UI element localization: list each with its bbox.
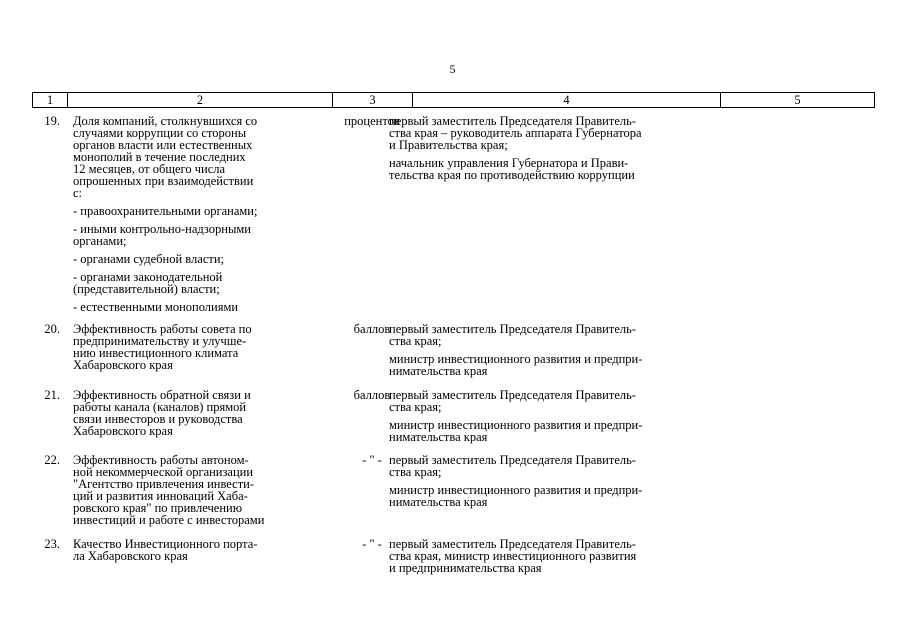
text-line: (представительной) власти; bbox=[73, 282, 220, 296]
text-line: Качество Инвестиционного порта- bbox=[73, 537, 258, 551]
indicator-name bbox=[73, 389, 333, 437]
list-item bbox=[73, 205, 333, 217]
indicator-name bbox=[73, 454, 333, 526]
header-col-1: 1 bbox=[33, 93, 68, 107]
text-line: "Агентство привлечения инвести- bbox=[73, 477, 255, 491]
text-line: ства края; bbox=[389, 465, 442, 479]
list-item bbox=[73, 223, 333, 247]
text-line: первый заместитель Председателя Правитель- bbox=[389, 537, 636, 551]
unit-of-measure: - " - bbox=[362, 453, 382, 467]
unit-of-measure: баллов bbox=[353, 388, 391, 402]
header-col-5: 5 bbox=[794, 93, 801, 107]
text-line: министр инвестиционного развития и предпри- bbox=[389, 483, 643, 497]
text-line: Эффективность обратной связи и bbox=[73, 388, 251, 402]
list-item bbox=[73, 301, 333, 313]
responsible-paragraph bbox=[389, 157, 704, 181]
text-line: нимательства края bbox=[389, 495, 488, 509]
text-line: нимательства края bbox=[389, 364, 488, 378]
row-number: 20. bbox=[44, 322, 60, 336]
text-line: ций и развития инноваций Хаба- bbox=[73, 489, 248, 503]
text-line: тельства края по противодействию коррупции bbox=[389, 168, 635, 182]
row-number: 19. bbox=[44, 114, 60, 128]
text-line: министр инвестиционного развития и предпри- bbox=[389, 352, 643, 366]
responsible-officials bbox=[389, 454, 704, 514]
header-col-2: 2 bbox=[68, 93, 333, 107]
text-line: - правоохранительными органами; bbox=[73, 204, 258, 218]
unit-of-measure: - " - bbox=[362, 537, 382, 551]
responsible-paragraph bbox=[389, 389, 704, 413]
text-line: ла Хабаровского края bbox=[73, 549, 188, 563]
row-number: 23. bbox=[44, 537, 60, 551]
text-line: с: bbox=[73, 186, 83, 200]
text-line: министр инвестиционного развития и предпри- bbox=[389, 418, 643, 432]
text-line: ной некоммерческой организации bbox=[73, 465, 254, 479]
text-line: и Правительства края; bbox=[389, 138, 508, 152]
text-line: первый заместитель Председателя Правитель- bbox=[389, 322, 636, 336]
responsible-officials bbox=[389, 389, 704, 449]
responsible-officials bbox=[389, 538, 704, 580]
list-item bbox=[73, 253, 333, 265]
text-line: работы канала (каналов) прямой bbox=[73, 400, 247, 414]
text-line: - органами законодательной bbox=[73, 270, 223, 284]
text-line: - естественными монополиями bbox=[73, 300, 239, 314]
unit-of-measure: процентов bbox=[344, 114, 400, 128]
indicator-name bbox=[73, 538, 333, 562]
indicator-name bbox=[73, 323, 333, 371]
responsible-paragraph bbox=[389, 538, 704, 574]
text-line: ства края; bbox=[389, 400, 442, 414]
responsible-officials bbox=[389, 115, 704, 187]
text-line: 12 месяцев, от общего числа bbox=[73, 162, 226, 176]
text-line: ства края – руководитель аппарата Губернатора bbox=[389, 126, 642, 140]
responsible-paragraph bbox=[389, 454, 704, 478]
text-line: связи инвесторов и руководства bbox=[73, 412, 243, 426]
text-line: первый заместитель Председателя Правитель- bbox=[389, 388, 636, 402]
text-line: органов власти или естественных bbox=[73, 138, 253, 152]
text-line: органами; bbox=[73, 234, 127, 248]
text-line: Доля компаний, столкнувшихся со bbox=[73, 114, 258, 128]
text-line: - органами судебной власти; bbox=[73, 252, 224, 266]
text-line: - иными контрольно-надзорными bbox=[73, 222, 251, 236]
responsible-paragraph bbox=[389, 484, 704, 508]
text-line: ства края; bbox=[389, 334, 442, 348]
list-item bbox=[73, 271, 333, 295]
text-line: начальник управления Губернатора и Прави- bbox=[389, 156, 629, 170]
header-col-3: 3 bbox=[333, 93, 413, 107]
indicator-text bbox=[73, 115, 333, 199]
text-line: первый заместитель Председателя Правитель- bbox=[389, 114, 636, 128]
table-header bbox=[32, 92, 875, 108]
header-col-4: 4 bbox=[413, 93, 721, 107]
responsible-officials bbox=[389, 323, 704, 383]
responsible-paragraph bbox=[389, 323, 704, 347]
text-line: нимательства края bbox=[389, 430, 488, 444]
text-line: ровского края" по привлечению bbox=[73, 501, 243, 515]
row-number: 21. bbox=[44, 388, 60, 402]
indicator-name bbox=[73, 115, 333, 319]
unit-of-measure: баллов bbox=[353, 322, 391, 336]
responsible-paragraph bbox=[389, 353, 704, 377]
row-number: 22. bbox=[44, 453, 60, 467]
text-line: и предпринимательства края bbox=[389, 561, 542, 575]
text-line: Хабаровского края bbox=[73, 424, 173, 438]
text-line: нию инвестиционного климата bbox=[73, 346, 239, 360]
text-line: случаями коррупции со стороны bbox=[73, 126, 247, 140]
text-line: опрошенных при взаимодействии bbox=[73, 174, 254, 188]
text-line: Хабаровского края bbox=[73, 358, 173, 372]
text-line: инвестиций и работе с инвесторами bbox=[73, 513, 265, 527]
text-line: Эффективность работы автоном- bbox=[73, 453, 249, 467]
text-line: монополий в течение последних bbox=[73, 150, 246, 164]
text-line: ства края, министр инвестиционного развития bbox=[389, 549, 637, 563]
text-line: предпринимательству и улучше- bbox=[73, 334, 247, 348]
text-line: первый заместитель Председателя Правитель- bbox=[389, 453, 636, 467]
text-line: Эффективность работы совета по bbox=[73, 322, 252, 336]
responsible-paragraph bbox=[389, 419, 704, 443]
page-number: 5 bbox=[449, 62, 456, 76]
responsible-paragraph bbox=[389, 115, 704, 151]
